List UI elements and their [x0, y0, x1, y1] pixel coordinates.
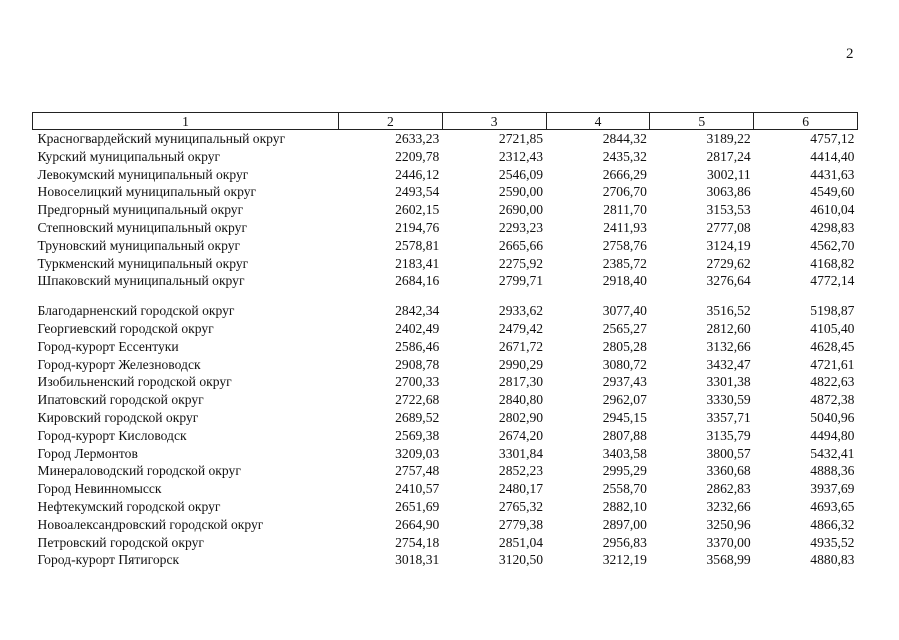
value-cell: 4880,83: [810, 552, 855, 568]
value-cell: 2689,52: [395, 409, 440, 425]
territory-name: Петровский городской округ: [37, 534, 204, 550]
header-cell: 6: [754, 113, 858, 130]
value-cell: 2194,76: [395, 219, 440, 235]
value-cell: 3301,84: [498, 445, 544, 461]
value-cell: 2817,30: [498, 374, 544, 390]
table-row: [33, 237, 858, 255]
value-cell: 3330,59: [706, 392, 751, 408]
table-row: [33, 302, 858, 320]
value-cell: 3189,22: [706, 131, 751, 146]
value-cell: 2293,23: [498, 219, 544, 235]
value-cell: 2754,18: [395, 534, 440, 550]
value-cell: 2565,27: [602, 320, 647, 336]
data-table: [32, 112, 858, 569]
value-cell: 3153,53: [706, 202, 751, 218]
value-cell: 4168,82: [810, 255, 855, 271]
value-cell: 4562,70: [810, 237, 855, 253]
territory-name: Нефтекумский городской округ: [37, 498, 221, 514]
territory-name: Георгиевский городской округ: [37, 320, 214, 336]
value-cell: 4628,45: [810, 338, 855, 354]
value-cell: 2765,32: [498, 498, 544, 514]
value-cell: 3209,03: [395, 445, 440, 461]
territory-name: Ипатовский городской округ: [37, 392, 204, 408]
table-row: [33, 255, 858, 273]
value-cell: 2962,07: [602, 392, 647, 408]
value-cell: 4494,80: [810, 427, 855, 443]
value-cell: 2908,78: [395, 356, 440, 372]
value-cell: 2777,08: [706, 219, 751, 235]
value-cell: 3800,57: [706, 445, 751, 461]
value-cell: 3120,50: [498, 552, 544, 568]
value-cell: 3360,68: [706, 463, 751, 479]
value-cell: 2817,24: [706, 148, 751, 164]
value-cell: 4549,60: [810, 184, 855, 200]
territory-name: Левокумский муниципальный округ: [37, 166, 249, 182]
territory-name: Город Лермонтов: [37, 445, 138, 461]
value-cell: 2897,00: [602, 516, 647, 532]
territory-name: Труновский муниципальный округ: [37, 237, 241, 253]
value-cell: 4414,40: [810, 148, 855, 164]
value-cell: 3212,19: [602, 552, 647, 568]
page-number: 2: [846, 46, 854, 62]
value-cell: 3080,72: [602, 356, 647, 372]
value-cell: 2666,29: [602, 166, 647, 182]
table-row: [33, 219, 858, 237]
value-cell: 4693,65: [810, 498, 855, 514]
value-cell: 2811,70: [603, 202, 647, 218]
value-cell: 2721,85: [498, 131, 544, 146]
value-cell: 4888,36: [810, 463, 855, 479]
table-row: [33, 356, 858, 374]
value-cell: 3250,96: [706, 516, 751, 532]
value-cell: 4610,04: [810, 202, 855, 218]
value-cell: 2842,34: [395, 303, 440, 319]
territory-name: Город-курорт Железноводск: [37, 356, 201, 372]
header-cell: 5: [650, 113, 754, 130]
value-cell: 2852,23: [498, 463, 544, 479]
value-cell: 2590,00: [498, 184, 544, 200]
table-row: [33, 427, 858, 445]
value-cell: 2812,60: [706, 320, 751, 336]
territory-name: Новоалександровский городской округ: [37, 516, 264, 532]
value-cell: 3370,00: [706, 534, 751, 550]
territory-name: Курский муниципальный округ: [37, 148, 221, 164]
header-cell: 2: [339, 113, 443, 130]
value-cell: 2757,48: [395, 463, 440, 479]
header-cell: 4: [546, 113, 650, 130]
value-cell: 2844,32: [602, 131, 647, 146]
value-cell: 3077,40: [602, 303, 647, 319]
table-row: [33, 462, 858, 480]
territory-name: Кировский городской округ: [37, 409, 199, 425]
table-row: [33, 516, 858, 534]
value-cell: 2651,69: [395, 498, 440, 514]
value-cell: 2546,09: [498, 166, 544, 182]
table-row: [33, 166, 858, 184]
value-cell: 2851,04: [498, 534, 544, 550]
value-cell: 2722,68: [395, 392, 440, 408]
value-cell: 2183,41: [395, 255, 440, 271]
table-row: [33, 201, 858, 219]
territory-name: Благодарненский городской округ: [37, 303, 235, 319]
value-cell: 2493,54: [395, 184, 440, 200]
territory-name: Новоселицкий муниципальный округ: [37, 184, 257, 200]
table-row: [33, 272, 858, 290]
value-cell: 2956,83: [602, 534, 647, 550]
value-cell: 2840,80: [498, 392, 544, 408]
group-spacer: [33, 290, 858, 302]
value-cell: 4721,61: [810, 356, 855, 372]
value-cell: 2945,15: [602, 409, 647, 425]
value-cell: 3232,66: [706, 498, 751, 514]
value-cell: 2805,28: [602, 338, 647, 354]
value-cell: 4757,12: [810, 131, 855, 146]
table-row: [33, 409, 858, 427]
table-row: [33, 551, 858, 569]
value-cell: 2937,43: [602, 374, 647, 390]
header-cell: 1: [33, 113, 339, 130]
table-row: [33, 534, 858, 552]
value-cell: 2918,40: [602, 273, 647, 289]
table-row: [33, 338, 858, 356]
value-cell: 2882,10: [602, 498, 647, 514]
value-cell: 4431,63: [810, 166, 855, 182]
territory-name: Минераловодский городской округ: [37, 463, 241, 479]
value-cell: 2402,49: [395, 320, 440, 336]
value-cell: 2700,33: [395, 374, 440, 390]
value-cell: 2578,81: [395, 237, 440, 253]
table-row: [33, 498, 858, 516]
value-cell: 4822,63: [810, 374, 855, 390]
value-cell: 2779,38: [498, 516, 544, 532]
header-row: [33, 113, 858, 130]
territory-name: Красногвардейский муниципальный округ: [37, 131, 286, 146]
value-cell: 4935,52: [810, 534, 855, 550]
value-cell: 3063,86: [706, 184, 751, 200]
territory-name: Предгорный муниципальный округ: [37, 202, 244, 218]
table-row: [33, 183, 858, 201]
territory-name: Шпаковский муниципальный округ: [37, 273, 245, 289]
value-cell: 3301,38: [706, 374, 751, 390]
value-cell: 2933,62: [498, 303, 544, 319]
value-cell: 2802,90: [498, 409, 544, 425]
value-cell: 3937,69: [810, 481, 855, 497]
value-cell: 2862,83: [706, 481, 751, 497]
value-cell: 2569,38: [395, 427, 440, 443]
value-cell: 2435,32: [602, 148, 647, 164]
value-cell: 2209,78: [395, 148, 440, 164]
value-cell: 3018,31: [395, 552, 440, 568]
value-cell: 2480,17: [498, 481, 544, 497]
table-row: [33, 320, 858, 338]
value-cell: 2446,12: [395, 166, 440, 182]
value-cell: 5040,96: [810, 409, 855, 425]
value-cell: 2586,46: [395, 338, 440, 354]
territory-name: Туркменский муниципальный округ: [37, 255, 249, 271]
value-cell: 3357,71: [706, 409, 751, 425]
territory-name: Город-курорт Ессентуки: [37, 338, 179, 354]
value-cell: 2312,43: [498, 148, 544, 164]
value-cell: 2799,71: [498, 273, 544, 289]
value-cell: 2758,76: [602, 237, 647, 253]
value-cell: 3568,99: [706, 552, 751, 568]
value-cell: 4872,38: [810, 392, 855, 408]
territory-name: Город Невинномысск: [37, 481, 162, 497]
value-cell: 2602,15: [395, 202, 440, 218]
value-cell: 5198,87: [810, 303, 855, 319]
value-cell: 2411,93: [603, 219, 647, 235]
table-row: [33, 445, 858, 463]
value-cell: 2706,70: [602, 184, 647, 200]
value-cell: 2729,62: [706, 255, 751, 271]
value-cell: 3516,52: [706, 303, 751, 319]
value-cell: 4772,14: [810, 273, 855, 289]
value-cell: 2674,20: [498, 427, 544, 443]
value-cell: 2558,70: [602, 481, 647, 497]
value-cell: 2684,16: [395, 273, 440, 289]
value-cell: 3135,79: [706, 427, 751, 443]
table-row: [33, 391, 858, 409]
table-row: [33, 480, 858, 498]
value-cell: 2690,00: [498, 202, 544, 218]
value-cell: 2479,42: [498, 320, 544, 336]
header-cell: 3: [442, 113, 546, 130]
value-cell: 5432,41: [810, 445, 855, 461]
value-cell: 4298,83: [810, 219, 855, 235]
value-cell: 3403,58: [602, 445, 647, 461]
value-cell: 2807,88: [602, 427, 647, 443]
value-cell: 2410,57: [395, 481, 440, 497]
table-row: [33, 130, 858, 148]
value-cell: 4105,40: [810, 320, 855, 336]
table-row: [33, 148, 858, 166]
territory-name: Город-курорт Пятигорск: [37, 552, 180, 568]
value-cell: 3432,47: [706, 356, 751, 372]
value-cell: 4866,32: [810, 516, 855, 532]
value-cell: 3276,64: [706, 273, 751, 289]
value-cell: 3124,19: [706, 237, 751, 253]
value-cell: 2275,92: [498, 255, 544, 271]
territory-name: Степновский муниципальный округ: [37, 219, 248, 235]
territory-name: Город-курорт Кисловодск: [37, 427, 187, 443]
value-cell: 2671,72: [498, 338, 544, 354]
value-cell: 2990,29: [498, 356, 544, 372]
value-cell: 2664,90: [395, 516, 440, 532]
value-cell: 2995,29: [602, 463, 647, 479]
territory-name: Изобильненский городской округ: [37, 374, 232, 390]
value-cell: 3002,11: [707, 166, 751, 182]
value-cell: 2633,23: [395, 131, 440, 146]
table-row: [33, 373, 858, 391]
value-cell: 2665,66: [498, 237, 544, 253]
value-cell: 2385,72: [602, 255, 647, 271]
value-cell: 3132,66: [706, 338, 751, 354]
